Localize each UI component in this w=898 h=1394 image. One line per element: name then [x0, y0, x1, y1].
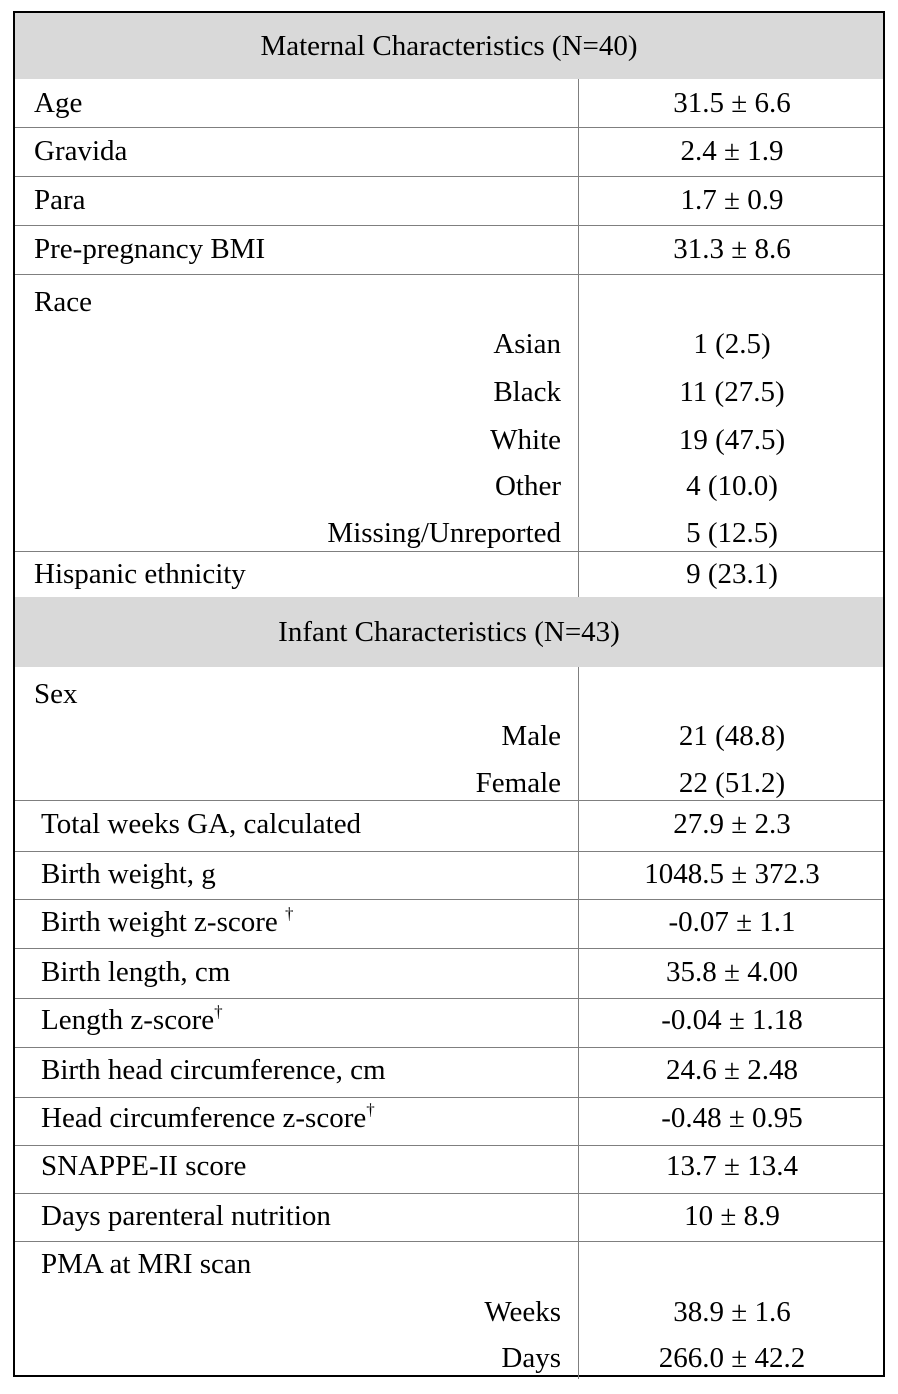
snappe-value: 13.7 ± 13.4	[666, 1150, 798, 1182]
bmi-label: Pre-pregnancy BMI	[34, 233, 266, 265]
pma-days-value: 266.0 ± 42.2	[658, 1342, 806, 1374]
birth-length-value: 35.8 ± 4.00	[666, 956, 798, 988]
race-black-value: 11 (27.5)	[679, 376, 785, 408]
pma-weeks-value: 38.9 ± 1.6	[673, 1296, 791, 1328]
row-divider	[15, 176, 883, 177]
snappe-label: SNAPPE-II score	[41, 1150, 247, 1182]
ga-value: 27.9 ± 2.3	[673, 808, 791, 840]
row-divider	[15, 127, 883, 128]
dagger-mark: †	[285, 904, 294, 923]
row-divider	[15, 274, 883, 275]
ga-label: Total weeks GA, calculated	[41, 808, 362, 840]
birth-weight-label: Birth weight, g	[41, 858, 216, 890]
length-z-text: Length z-score	[41, 1004, 215, 1036]
dagger-mark: †	[366, 1100, 375, 1119]
para-value: 1.7 ± 0.9	[680, 184, 784, 216]
pma-weeks-label: Weeks	[484, 1296, 561, 1328]
sex-female-label: Female	[475, 767, 561, 799]
maternal-header-label: Maternal Characteristics (N=40)	[260, 29, 638, 62]
characteristics-table	[13, 11, 885, 1377]
race-other-value: 4 (10.0)	[686, 470, 778, 502]
row-divider	[15, 1241, 883, 1242]
infant-header-label: Infant Characteristics (N=43)	[278, 615, 620, 648]
sex-male-value: 21 (48.8)	[678, 720, 786, 752]
tpn-label: Days parenteral nutrition	[41, 1200, 331, 1232]
birth-weight-z-label	[41, 904, 294, 938]
hispanic-label: Hispanic ethnicity	[34, 558, 246, 590]
race-missing-value: 5 (12.5)	[686, 517, 778, 549]
birth-weight-z-text: Birth weight z-score	[41, 906, 286, 938]
age-value: 31.5 ± 6.6	[673, 87, 791, 119]
maternal-header	[15, 13, 883, 79]
row-divider	[15, 1097, 883, 1098]
infant-header	[15, 597, 883, 667]
gravida-value: 2.4 ± 1.9	[680, 135, 784, 167]
race-label: Race	[34, 286, 92, 318]
sex-female-value: 22 (51.2)	[678, 767, 786, 799]
head-circ-z-text: Head circumference z-score	[41, 1102, 367, 1134]
race-other-label: Other	[494, 470, 561, 502]
dagger-mark: †	[214, 1002, 223, 1021]
race-missing-label: Missing/Unreported	[327, 517, 561, 549]
birth-weight-value: 1048.5 ± 372.3	[644, 858, 820, 890]
head-circ-value: 24.6 ± 2.48	[666, 1054, 798, 1086]
length-z-value: -0.04 ± 1.18	[661, 1004, 803, 1036]
age-label: Age	[34, 87, 83, 119]
head-circ-z-value: -0.48 ± 0.95	[661, 1102, 803, 1134]
pma-days-label: Days	[501, 1342, 561, 1374]
pma-label: PMA at MRI scan	[41, 1248, 252, 1280]
row-divider	[15, 998, 883, 999]
row-divider	[15, 851, 883, 852]
row-divider	[15, 800, 883, 801]
sex-male-label: Male	[501, 720, 561, 752]
gravida-label: Gravida	[34, 135, 128, 167]
head-circ-z-label	[41, 1100, 375, 1134]
bmi-value: 31.3 ± 8.6	[673, 233, 791, 265]
race-asian-value: 1 (2.5)	[693, 328, 771, 360]
row-divider	[15, 225, 883, 226]
hispanic-value: 9 (23.1)	[686, 558, 778, 590]
row-divider	[15, 948, 883, 949]
length-z-label	[41, 1002, 223, 1036]
sex-label: Sex	[34, 678, 78, 710]
race-white-label: White	[490, 424, 561, 456]
head-circ-label: Birth head circumference, cm	[41, 1054, 386, 1086]
row-divider	[15, 1193, 883, 1194]
row-divider	[15, 551, 883, 552]
row-divider	[15, 899, 883, 900]
para-label: Para	[34, 184, 86, 216]
row-divider	[15, 1047, 883, 1048]
race-white-value: 19 (47.5)	[678, 424, 786, 456]
row-divider	[15, 1145, 883, 1146]
birth-length-label: Birth length, cm	[41, 956, 231, 988]
tpn-value: 10 ± 8.9	[684, 1200, 780, 1232]
race-asian-label: Asian	[493, 328, 561, 360]
race-black-label: Black	[493, 376, 561, 408]
birth-weight-z-value: -0.07 ± 1.1	[668, 906, 796, 938]
